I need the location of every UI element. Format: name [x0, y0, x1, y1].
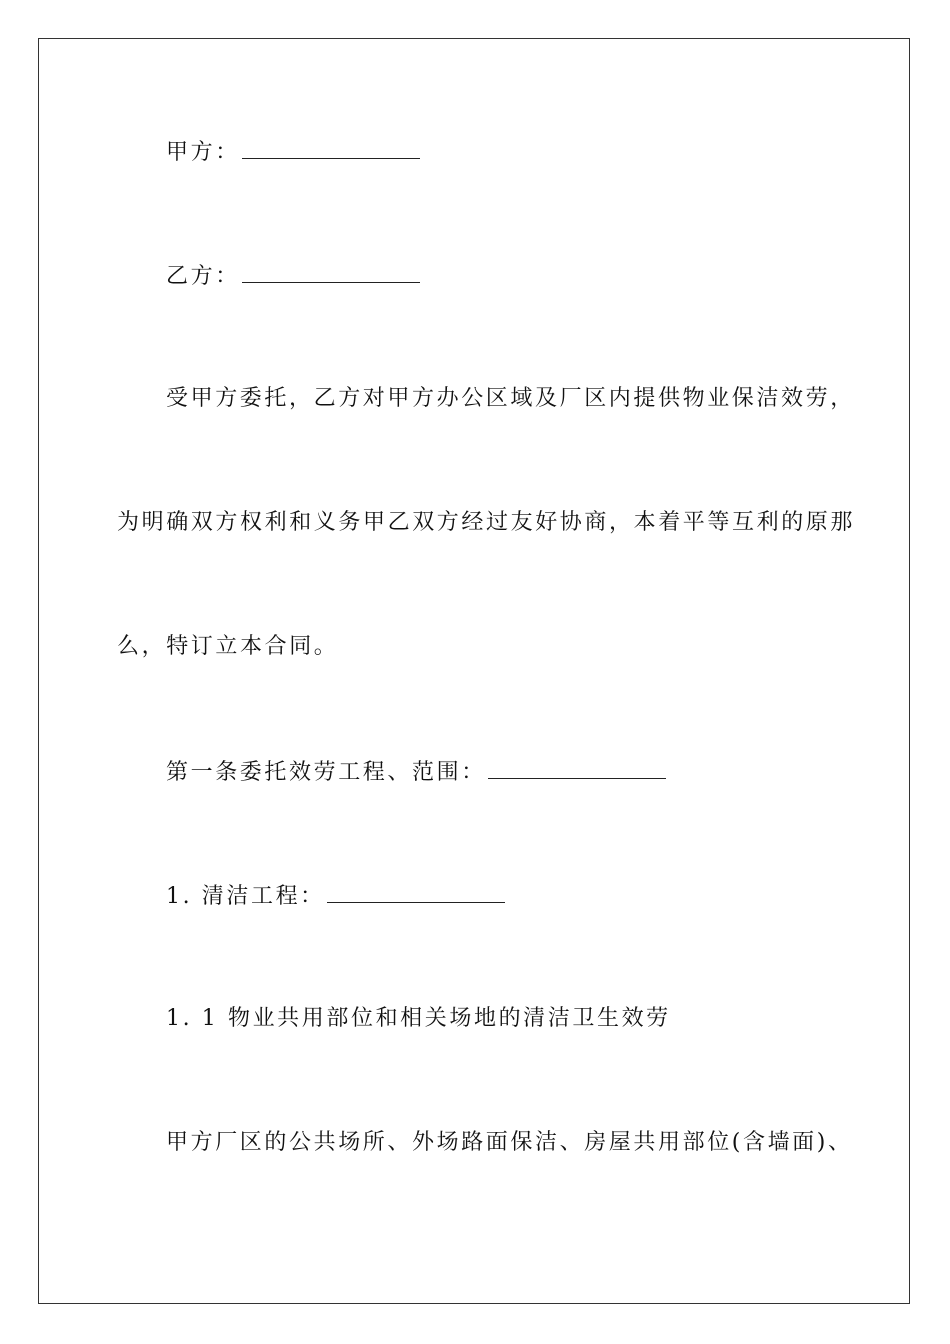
article-1-blank[interactable] [488, 756, 666, 779]
article-1-label: 第一条委托效劳工程、范围： [166, 760, 486, 785]
preamble-line-2: 为明确双方权利和义务甲乙双方经过友好协商，本着平等互利的原那 [117, 510, 856, 535]
party-a-line [166, 136, 420, 168]
party-a-blank[interactable] [242, 136, 420, 159]
item-1-blank[interactable] [327, 880, 505, 903]
item-1-line [166, 880, 505, 912]
preamble-line-1: 受甲方委托，乙方对甲方办公区域及厂区内提供物业保洁效劳， [166, 386, 855, 411]
item-1-1-line: 1. 1 物业共用部位和相关场地的清洁卫生效劳 [166, 1006, 671, 1031]
preamble-line-3: 么，特订立本合同。 [117, 634, 339, 659]
party-b-label: 乙方： [166, 264, 240, 289]
party-a-label: 甲方： [166, 140, 240, 165]
party-b-line [166, 260, 420, 292]
party-b-blank[interactable] [242, 260, 420, 283]
item-1-1-detail-line: 甲方厂区的公共场所、外场路面保洁、房屋共用部位(含墙面)、 [166, 1130, 853, 1155]
item-1-label: 1. 清洁工程： [166, 884, 325, 909]
page-border [38, 38, 910, 1304]
article-1-line [166, 756, 666, 788]
